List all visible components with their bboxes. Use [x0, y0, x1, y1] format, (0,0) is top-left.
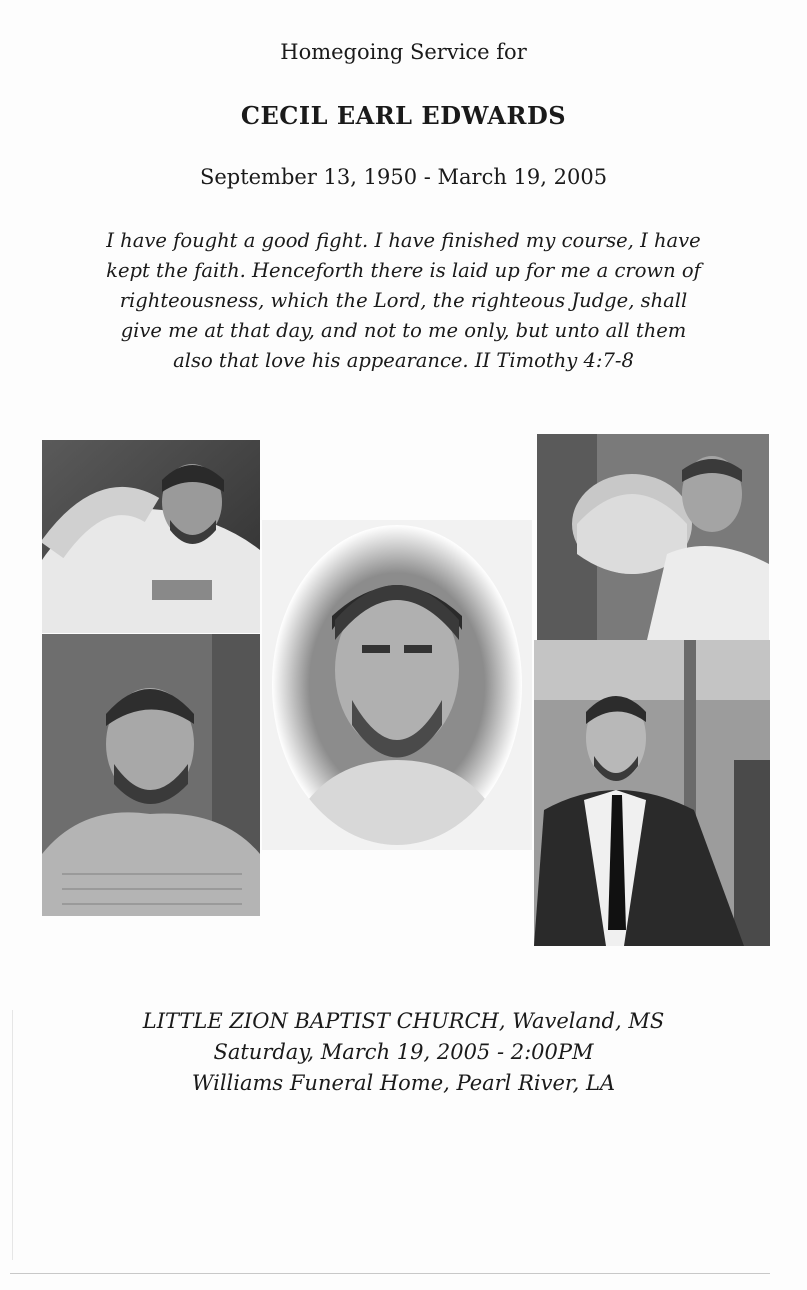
funeral-home: Williams Funeral Home, Pearl River, LA	[191, 1071, 616, 1095]
man-in-suit-photo	[534, 640, 770, 946]
page-bottom-edge	[10, 1273, 770, 1274]
service-heading: Homegoing Service for	[280, 40, 527, 64]
verse-line: righteousness, which the Lord, the righteous Judge, shall	[119, 289, 688, 312]
verse-line: I have fought a good fight. I have finished my course, I have	[106, 229, 701, 252]
service-datetime: Saturday, March 19, 2005 - 2:00PM	[213, 1040, 594, 1064]
man-in-white-shirt-photo	[42, 440, 260, 633]
oval-portrait-photo	[262, 520, 532, 850]
service-details	[0, 1006, 807, 1099]
verse-line: give me at that day, and not to me only, but unto all them	[120, 319, 687, 342]
church-location: LITTLE ZION BAPTIST CHURCH, Waveland, MS	[142, 1009, 665, 1033]
verse-line: kept the faith. Henceforth there is laid up for me a crown of	[106, 259, 701, 282]
scripture-verse	[90, 226, 717, 376]
man-in-striped-shirt-photo	[42, 634, 260, 916]
page-edge-line	[12, 1010, 13, 1260]
verse-line: also that love his appearance. II Timothy 4:7-8	[173, 349, 634, 372]
life-dates: September 13, 1950 - March 19, 2005	[199, 165, 608, 189]
deceased-name: CECIL EARL EDWARDS	[240, 101, 567, 130]
man-embracing-child-photo	[537, 434, 769, 640]
